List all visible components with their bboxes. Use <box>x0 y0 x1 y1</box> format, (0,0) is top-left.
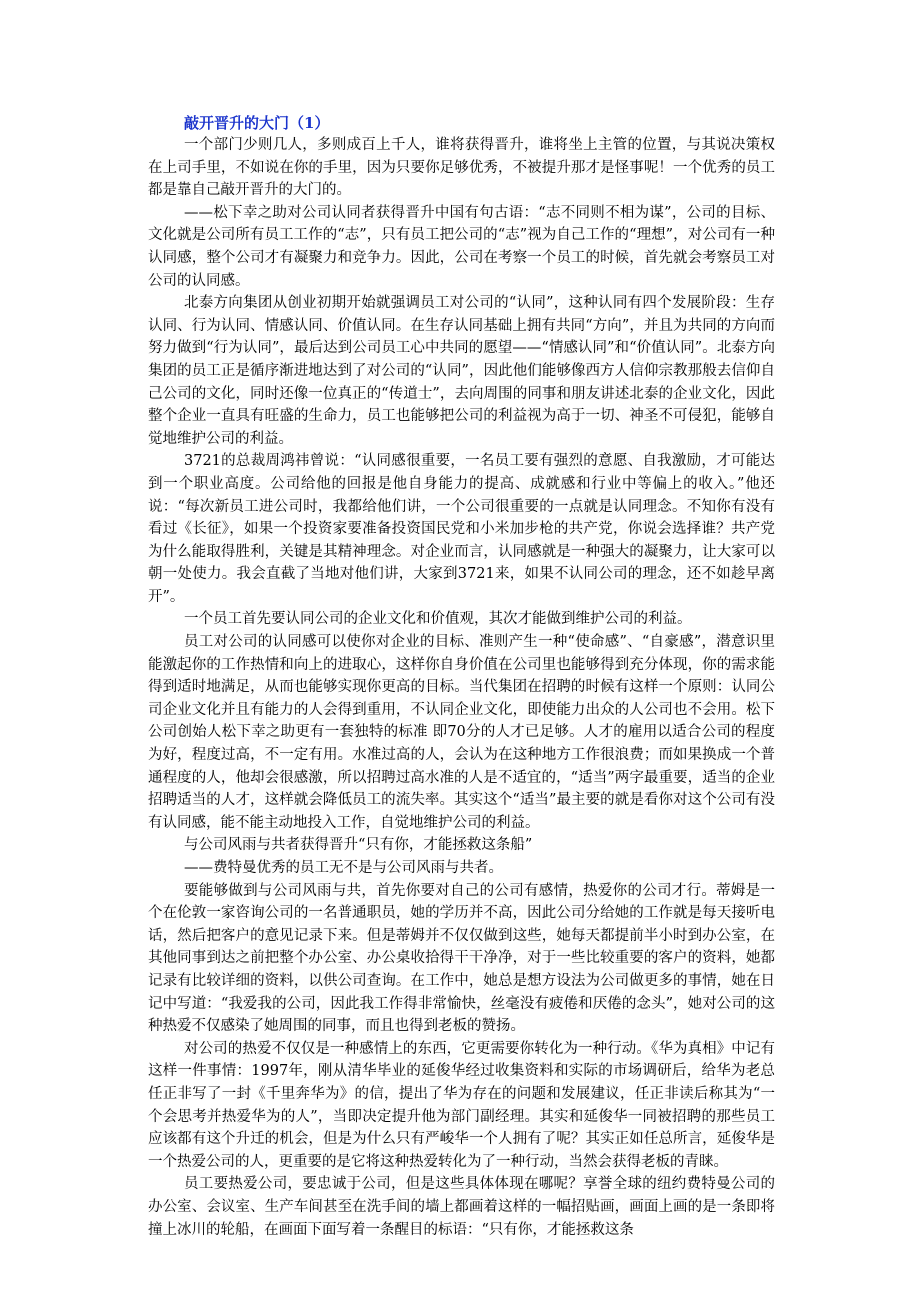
document-page <box>148 112 775 1241</box>
paragraph-8: ——费特曼优秀的员工无不是与公司风雨与共者。 <box>184 860 503 876</box>
paragraph-5: 一个员工首先要认同公司的企业文化和价值观，其次才能做到维护公司的利益。 <box>184 611 692 628</box>
paragraph-4: 3721的总裁周鸿祎曾说：“认同感很重要，一名员工要有强烈的意愿、自我激励，才可能达到一个职业高度。公司给他的回报是他自身能力的提高、成就感和行业中等偏上的收入。”他还说：“每次新员工进公司时，我都给他们讲，一个公司很重要的一点就是认同理念。不知你有没有看过《长征》，如果一个投资家要准备投资国民党和小米加步枪的共产党，你说会选择谁？共产党为什么能取得胜利，关键是其精神理念。对企业而言，认同感就是一种强大的凝聚力，让大家可以朝一处使力。我会直截了当地对他们讲，大家到3721来，如果不认同公司的理念，还不如趁早离开”。 <box>148 453 775 605</box>
paragraph-6: 员工对公司的认同感可以使你对企业的目标、准则产生一种“使命感”、“自豪感”，潜意识里能激起你的工作热情和向上的进取心，这样你自身价值在公司里也能够得到充分体现，你的需求能得到适时地满足，从而也能够实现你更高的目标。当代集团在招聘的时候有这样一个原则：认同公司企业文化并且有能力的人会得到重用，不认同企业文化，即使能力出众的人公司也不会用。松下公司创始人松下幸之助更有一套独特的标准 即70分的人才已足够。人才的雇用以适合公司的程度为好，程度过高，不一定有用。水准过高的人，会认为在这种地方工作很浪费；而如果换成一个普通程度的人，他却会很感激，所以招聘过高水准的人是不适宜的，“适当”两字最重要，适当的企业招聘适当的人才，这样就会降低员工的流失率。其实这个“适当”最主要的就是看你对这个公司有没有认同感，能不能主动地投入工作，自觉地维护公司的利益。 <box>148 634 775 831</box>
paragraph-3: 北泰方向集团从创业初期开始就强调员工对公司的“认同”，这种认同有四个发展阶段：生存认同、行为认同、情感认同、价值认同。在生存认同基础上拥有共同“方向”，并且为共同的方向而努力做到“行为认同”，最后达到公司员工心中共同的愿望——“情感认同”和“价值认同”。北泰方向集团的员工正是循序渐进地达到了对公司的“认同”，因此他们能够像西方人信仰宗教那般去信仰自己公司的文化，同时还像一位真正的“传道士”，去向周围的同事和朋友讲述北泰的企业文化，因此整个企业一直具有旺盛的生命力，员工也能够把公司的利益视为高于一切、神圣不可侵犯，能够自觉地维护公司的利益。 <box>148 295 775 447</box>
section-heading: 与公司风雨与共者获得晋升“只有你，才能拯救这条船” <box>184 837 533 854</box>
paragraph-9: 要能够做到与公司风雨与共，首先你要对自己的公司有感情，热爱你的公司才行。蒂姆是一个在伦敦一家咨询公司的一名普通职员，她的学历并不高，因此公司分给她的工作就是每天接听电话，然后把客户的意见记录下来。但是蒂姆并不仅仅做到这些，她每天都提前半小时到办公室，在其他同事到达之前把整个办公室、办公桌收拾得干干净净，对于一些比较重要的客户的资料，她都记录有比较详细的资料，以供公司查询。在工作中，她总是想方设法为公司做更多的事情，她在日记中写道：“我爱我的公司，因此我工作得非常愉快，丝毫没有疲倦和厌倦的念头”，她对公司的这种热爱不仅感染了她周围的同事，而且也得到老板的赞扬。 <box>148 882 775 1035</box>
paragraph-10: 对公司的热爱不仅仅是一种感情上的东西，它更需要你转化为一种行动。《华为真相》中记有这样一件事情：1997年，刚从清华毕业的延俊华经过收集资料和实际的市场调研后，给华为老总任正非写了一封《千里奔华为》的信，提出了华为存在的问题和发展建议，任正非读后称其为“一个会思考并热爱华为的人”，当即决定提升他为部门副经理。其实和延俊华一同被招聘的那些员工应该都有这个升迁的机会，但是为什么只有严峻华一个人拥有了呢？其实正如任总所言，延俊华是一个热爱公司的人，更重要的是它将这种热爱转化为了一种行动，当然会获得老板的青睐。 <box>148 1040 775 1170</box>
paragraph-11: 员工要热爱公司，要忠诚于公司，但是这些具体体现在哪呢？享誉全球的纽约费特曼公司的办公室、会议室、生产车间甚至在洗手间的墙上都画着这样的一幅招贴画，画面上画的是一条即将撞上冰川的轮船，在画面下面写着一条醒目的标语：“只有你，才能拯救这条 <box>148 1176 775 1238</box>
document-title: 敲开晋升的大门（1） <box>184 114 330 132</box>
paragraph-1: 一个部门少则几人，多则成百上千人，谁将获得晋升，谁将坐上主管的位置，与其说决策权在上司手里，不如说在你的手里，因为只要你足够优秀，不被提升那才是怪事呢！一个优秀的员工都是靠自己敲开晋升的大门的。 <box>148 137 775 199</box>
paragraph-2: ——松下幸之助对公司认同者获得晋升中国有句古语：“志不同则不相为谋”，公司的目标、文化就是公司所有员工工作的“志”，只有员工把公司的“志”视为自己工作的“理想”，对公司有一种认同感，整个公司才有凝聚力和竞争力。因此，公司在考察一个员工的时候，首先就会考察员工对公司的认同感。 <box>148 204 775 289</box>
